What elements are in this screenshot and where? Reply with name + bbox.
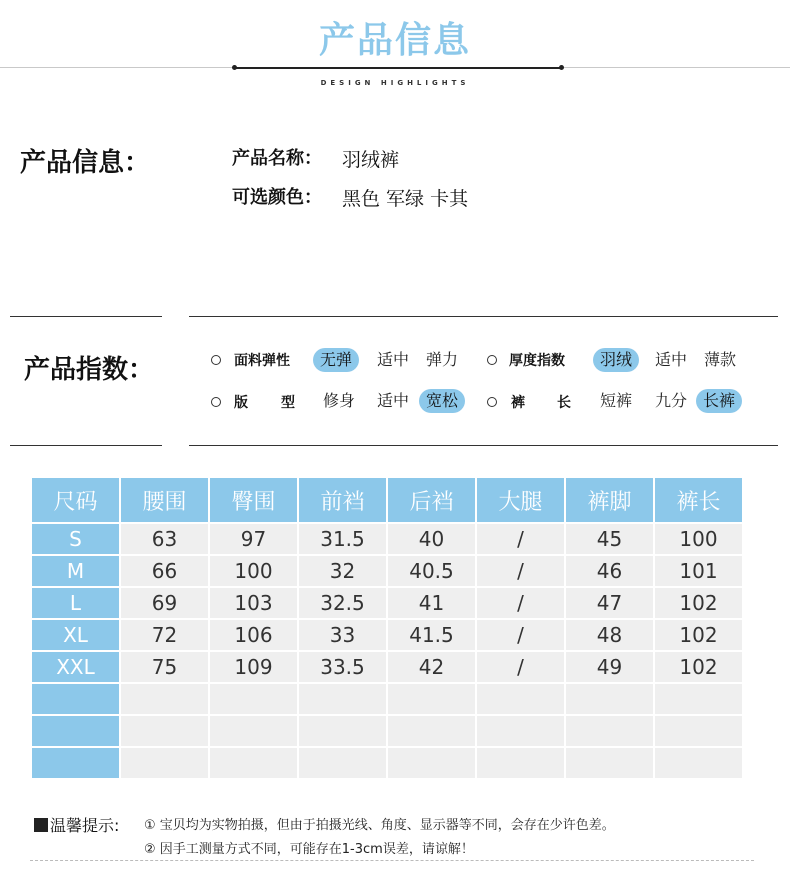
cell: 46 xyxy=(565,555,654,587)
cell xyxy=(209,715,298,747)
line-dot-left xyxy=(232,65,237,70)
cell-size: XXL xyxy=(31,651,120,683)
cell xyxy=(565,715,654,747)
notes-heading-text: 温馨提示: xyxy=(50,816,120,835)
circle-bullet xyxy=(487,397,497,407)
cell: / xyxy=(476,523,565,555)
option-shorts: 短裤 xyxy=(600,391,633,410)
cell xyxy=(298,715,387,747)
header-size: 尺码 xyxy=(31,477,120,523)
page-title: 产品信息 xyxy=(318,20,471,61)
cell xyxy=(120,715,209,747)
note-line-1: ① 宝贝均为实物拍摄，但由于拍摄光线、角度、显示器等不同，会存在少许色差。 xyxy=(144,818,615,833)
option-thin: 薄款 xyxy=(704,350,737,369)
cell xyxy=(209,683,298,715)
table-row xyxy=(31,683,743,715)
cell: 109 xyxy=(209,651,298,683)
product-name-key: 产品名称： xyxy=(232,148,322,169)
cell-size: M xyxy=(31,555,120,587)
header-thigh: 大腿 xyxy=(476,477,565,523)
cell: 75 xyxy=(120,651,209,683)
cell: 66 xyxy=(120,555,209,587)
cell: 40 xyxy=(387,523,476,555)
cell: 100 xyxy=(654,523,743,555)
index-bottom-rule-right xyxy=(189,445,778,446)
index-top-rule-right xyxy=(189,316,778,317)
length-key-a: 裤 xyxy=(511,395,525,411)
bottom-dashed-divider xyxy=(30,860,754,861)
header-back-rise: 后裆 xyxy=(387,477,476,523)
cell xyxy=(387,715,476,747)
cell: 103 xyxy=(209,587,298,619)
cell-size xyxy=(31,683,120,715)
option-loose: 宽松 xyxy=(419,389,465,413)
cell-size: XL xyxy=(31,619,120,651)
cell: 31.5 xyxy=(298,523,387,555)
cell xyxy=(120,683,209,715)
header-hip: 臀围 xyxy=(209,477,298,523)
cell-size: L xyxy=(31,587,120,619)
cell: / xyxy=(476,587,565,619)
header-waist: 腰围 xyxy=(120,477,209,523)
table-row xyxy=(31,651,743,683)
color-options-key: 可选颜色： xyxy=(232,187,322,208)
option-cropped: 九分 xyxy=(655,391,688,410)
size-table xyxy=(30,476,744,780)
product-name-value: 羽绒裤 xyxy=(342,149,400,171)
color-options-value: 黑色 军绿 卡其 xyxy=(342,188,469,210)
cell xyxy=(654,683,743,715)
square-bullet-icon xyxy=(34,818,48,832)
fit-key-b: 型 xyxy=(281,395,295,411)
cell: 102 xyxy=(654,587,743,619)
note-line-2: ② 因手工测量方式不同，可能存在1-3cm误差，请谅解！ xyxy=(144,842,474,857)
notes-heading xyxy=(34,813,119,836)
cell-size xyxy=(31,715,120,747)
length-key-b: 长 xyxy=(557,395,571,411)
option-down: 羽绒 xyxy=(593,348,639,372)
cell xyxy=(209,747,298,779)
table-row xyxy=(31,587,743,619)
cell xyxy=(654,747,743,779)
line-dot-right xyxy=(559,65,564,70)
cell xyxy=(387,747,476,779)
cell: 48 xyxy=(565,619,654,651)
header-accent-line xyxy=(236,67,562,69)
cell: 33 xyxy=(298,619,387,651)
circle-bullet xyxy=(487,355,497,365)
cell: 40.5 xyxy=(387,555,476,587)
cell xyxy=(476,683,565,715)
cell xyxy=(565,747,654,779)
cell xyxy=(387,683,476,715)
cell: 97 xyxy=(209,523,298,555)
table-row xyxy=(31,715,743,747)
cell xyxy=(654,715,743,747)
cell xyxy=(476,715,565,747)
product-info-label: 产品信息： xyxy=(20,148,151,178)
cell: 102 xyxy=(654,619,743,651)
cell: 42 xyxy=(387,651,476,683)
header-front-rise: 前裆 xyxy=(298,477,387,523)
option-medium: 适中 xyxy=(377,350,410,369)
cell: 101 xyxy=(654,555,743,587)
table-header-row xyxy=(31,477,743,523)
cell: 32 xyxy=(298,555,387,587)
cell: 49 xyxy=(565,651,654,683)
fabric-elasticity-key: 面料弹性 xyxy=(234,353,290,369)
fit-key-a: 版 xyxy=(234,395,248,411)
option-full-length: 长裤 xyxy=(696,389,742,413)
cell: / xyxy=(476,555,565,587)
cell xyxy=(565,683,654,715)
cell: 41.5 xyxy=(387,619,476,651)
cell: 45 xyxy=(565,523,654,555)
option-medium: 适中 xyxy=(377,391,410,410)
cell xyxy=(476,747,565,779)
cell: 106 xyxy=(209,619,298,651)
cell: 33.5 xyxy=(298,651,387,683)
table-row xyxy=(31,523,743,555)
header-leg-opening: 裤脚 xyxy=(565,477,654,523)
option-medium: 适中 xyxy=(655,350,688,369)
cell: 102 xyxy=(654,651,743,683)
table-row xyxy=(31,555,743,587)
cell: / xyxy=(476,651,565,683)
product-index-label: 产品指数： xyxy=(24,355,155,385)
cell-size xyxy=(31,747,120,779)
option-stretch: 弹力 xyxy=(426,350,459,369)
cell: 72 xyxy=(120,619,209,651)
cell: 63 xyxy=(120,523,209,555)
cell: 100 xyxy=(209,555,298,587)
header-length: 裤长 xyxy=(654,477,743,523)
circle-bullet xyxy=(211,397,221,407)
cell-size: S xyxy=(31,523,120,555)
cell: 32.5 xyxy=(298,587,387,619)
table-row xyxy=(31,619,743,651)
table-row xyxy=(31,747,743,779)
option-no-stretch: 无弹 xyxy=(313,348,359,372)
index-bottom-rule-left xyxy=(10,445,162,446)
circle-bullet xyxy=(211,355,221,365)
cell: / xyxy=(476,619,565,651)
cell: 41 xyxy=(387,587,476,619)
option-slim: 修身 xyxy=(323,391,356,410)
cell xyxy=(298,683,387,715)
thickness-key: 厚度指数 xyxy=(509,353,565,369)
index-top-rule-left xyxy=(10,316,162,317)
cell: 69 xyxy=(120,587,209,619)
design-highlights-subtitle: DESIGN HIGHLIGHTS xyxy=(320,79,470,87)
cell xyxy=(120,747,209,779)
cell: 47 xyxy=(565,587,654,619)
cell xyxy=(298,747,387,779)
